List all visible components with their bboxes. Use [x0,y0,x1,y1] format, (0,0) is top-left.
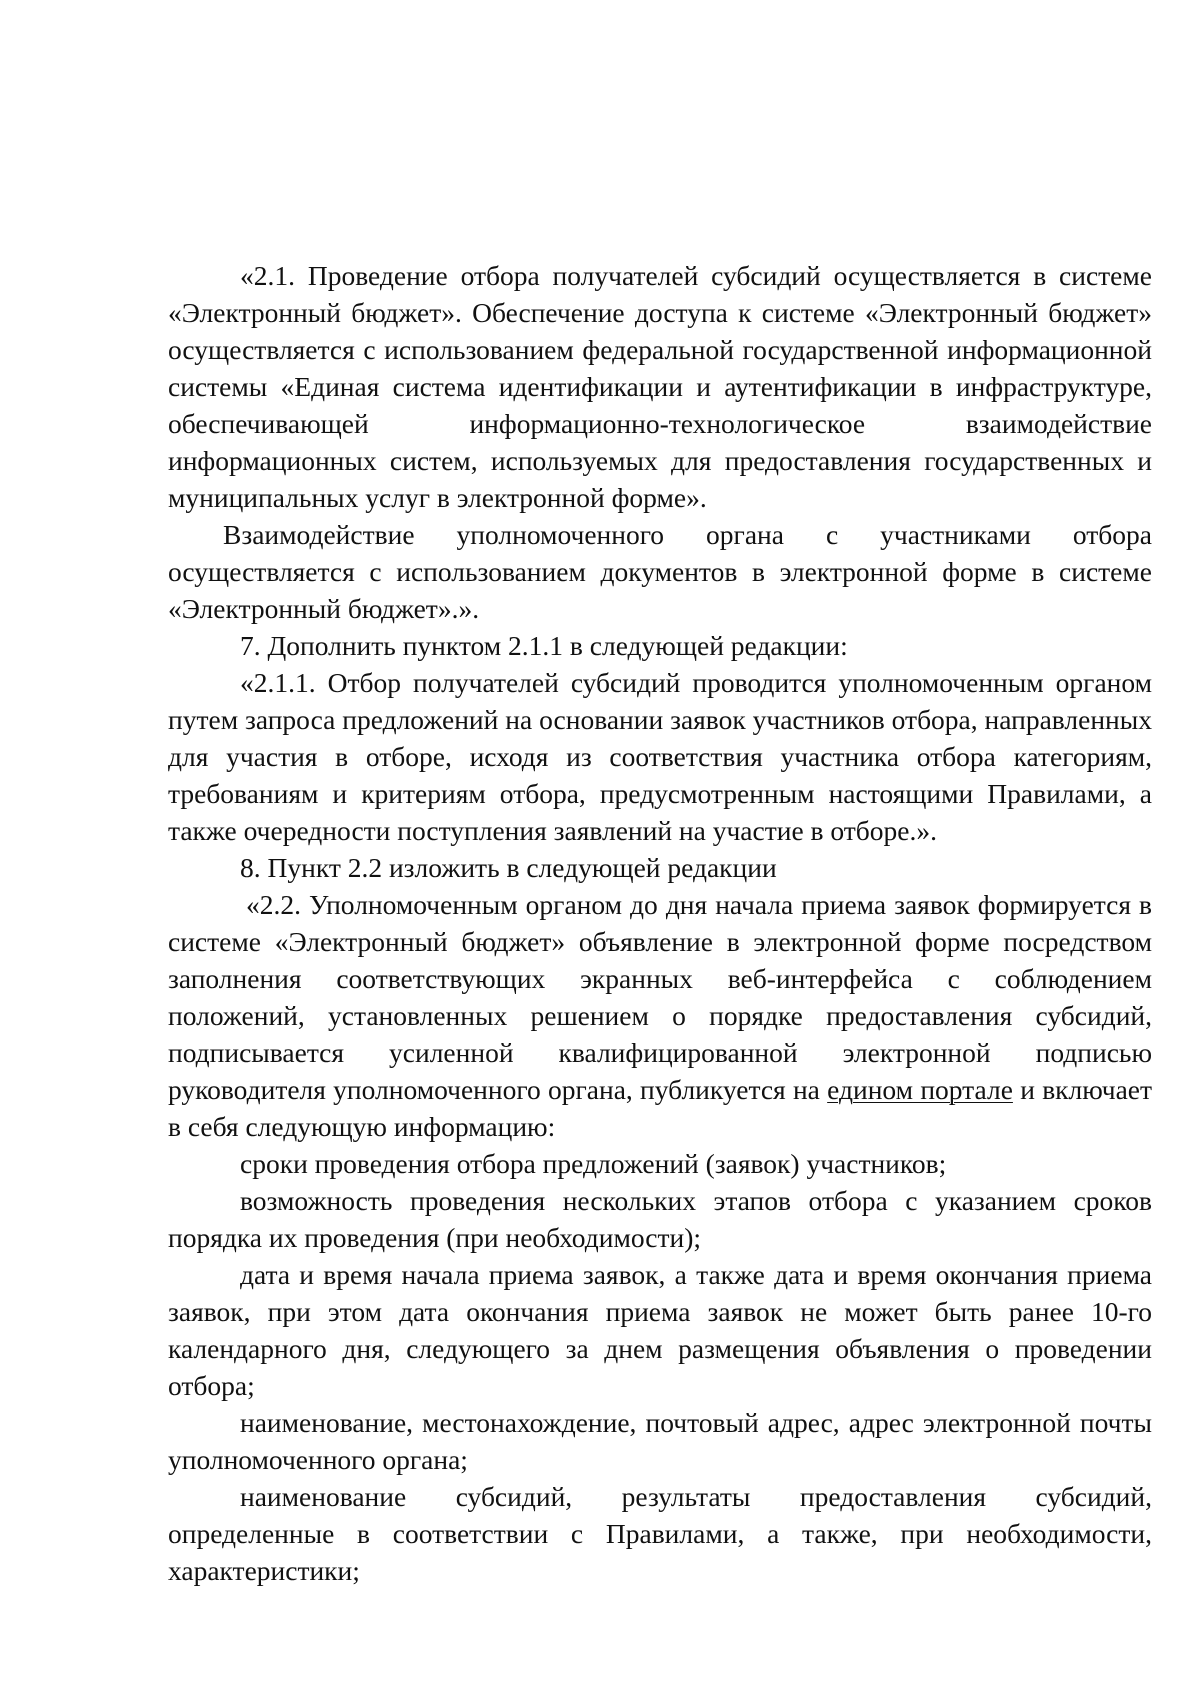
paragraph-2-1: «2.1. Проведение отбора получателей субсидий осуществляется в системе «Электронный бюджет». Обеспечение доступа к системе «Электронный бюджет» осуществляется с использованием федеральной государственной информационной системы «Единая система идентификации и аутентификации в инфраструктуре, обеспечивающей информационно-технологическое взаимодействие информационных систем, используемых для предоставления государственных и муниципальных услуг в электронной форме». [168,260,1152,513]
list-item-subsidy-name: наименование субсидий, результаты предоставления субсидий, определенные в соответствии с Правилами, а также, при необходимости, характеристики; [168,1481,1152,1586]
paragraph-interaction: Взаимодействие уполномоченного органа с участниками отбора осуществляется с использованием документов в электронной форме в системе «Электронный бюджет».». [168,519,1152,624]
paragraph-2-1-1: «2.1.1. Отбор получателей субсидий проводится уполномоченным органом путем запроса предложений на основании заявок участников отбора, направленных для участия в отборе, исходя из соответствия участника отбора категориям, требованиям и критериям отбора, предусмотренным настоящими Правилами, а также очередности поступления заявлений на участие в отборе.». [168,667,1152,846]
list-item-dates: дата и время начала приема заявок, а также дата и время окончания приема заявок, при этом дата окончания приема заявок не может быть ранее 10-го календарного дня, следующего за днем размещения объявления о проведении отбора; [168,1259,1152,1401]
paragraph-item-8: 8. Пункт 2.2 изложить в следующей редакции [240,852,777,883]
single-portal-link[interactable]: едином портале [827,1074,1013,1105]
document-body [168,257,1152,1589]
list-item-stages: возможность проведения нескольких этапов отбора с указанием сроков порядка их проведения (при необходимости); [168,1185,1152,1253]
list-item-contacts: наименование, местонахождение, почтовый адрес, адрес электронной почты уполномоченного органа; [168,1407,1152,1475]
paragraph-2-2-text-end: и включает в себя следующую информацию: [168,1074,1153,1142]
paragraph-item-7: 7. Дополнить пунктом 2.1.1 в следующей редакции: [240,630,848,661]
paragraph-2-2 [168,886,1152,1145]
list-item-deadlines: сроки проведения отбора предложений (заявок) участников; [240,1148,947,1179]
paragraph-2-2-text-start: «2.2. Уполномоченным органом до дня начала приема заявок формируется в системе «Электронный бюджет» объявление в электронной форме посредством заполнения соответствующих экранных веб-интерфейса с соблюдением положений, установленных решением о порядке предоставления субсидий, подписывается усиленной квалифицированной электронной подписью руководителя уполномоченного органа, публикуется на [168,889,1152,1105]
